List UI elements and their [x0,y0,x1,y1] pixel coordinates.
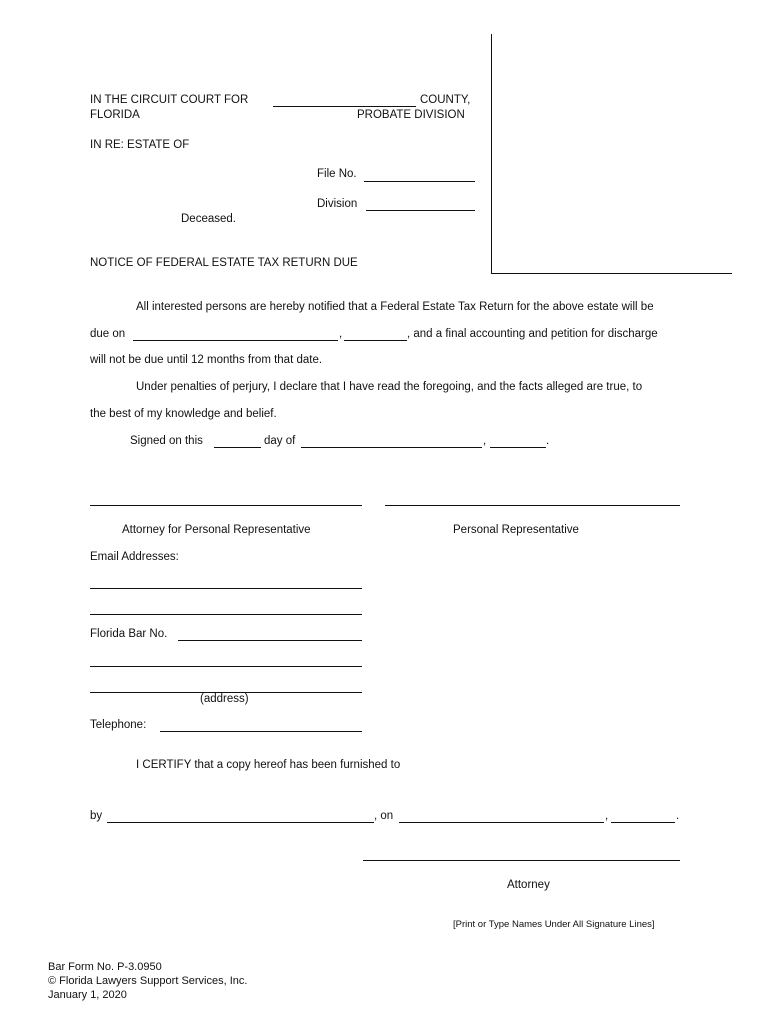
due-date-comma: , [339,328,343,340]
signed-on-label: Signed on this [130,435,203,447]
division-heading: PROBATE DIVISION [357,109,465,121]
certificate-attorney-signature-line[interactable] [363,860,680,861]
address-label: (address) [200,693,249,705]
court-prefix: IN THE CIRCUIT COURT FOR [90,94,249,106]
email-line-1[interactable] [90,588,362,589]
day-of-label: day of [264,435,296,447]
division-blank-line[interactable] [366,210,475,211]
file-no-label: File No. [317,168,357,180]
document-title: NOTICE OF FEDERAL ESTATE TAX RETURN DUE [90,257,358,269]
signed-year-blank-line[interactable] [490,447,546,448]
attorney-signature-label: Attorney for Personal Representative [122,524,311,536]
county-suffix: COUNTY, [420,94,471,106]
copyright-notice: © Florida Lawyers Support Services, Inc. [48,975,248,987]
county-blank-line[interactable] [273,106,416,107]
due-year-blank-line[interactable] [344,340,407,341]
on-label: , on [374,810,394,822]
signed-month-blank-line[interactable] [301,447,482,448]
furnished-period: . [676,810,680,822]
deceased-label: Deceased. [181,213,236,225]
florida-bar-no-label: Florida Bar No. [90,628,168,640]
personal-representative-signature-line[interactable] [385,505,680,506]
perjury-paragraph-line-2: the best of my knowledge and belief. [90,408,277,420]
notice-paragraph-line-2-tail: , and a final accounting and petition for discharge [407,328,658,340]
signed-day-blank-line[interactable] [214,447,261,448]
furnished-comma: , [605,810,609,822]
by-label: by [90,810,103,822]
signed-period: . [546,435,550,447]
stamp-box-bottom-border [491,273,732,274]
print-names-note: [Print or Type Names Under All Signature Lines] [453,919,655,930]
division-label: Division [317,198,358,210]
florida-bar-no-line[interactable] [178,640,362,641]
signed-comma: , [483,435,487,447]
furnished-by-line[interactable] [107,822,374,823]
due-date-blank-line[interactable] [133,340,338,341]
furnished-year-line[interactable] [611,822,675,823]
in-re-label: IN RE: ESTATE OF [90,139,190,151]
certify-text: I CERTIFY that a copy hereof has been furnished to [136,759,401,771]
address-line-1[interactable] [90,666,362,667]
personal-representative-label: Personal Representative [453,524,579,536]
due-on-label: due on [90,328,126,340]
perjury-paragraph-line-1: Under penalties of perjury, I declare that I have read the foregoing, and the facts alleged are true, to [136,381,643,393]
telephone-label: Telephone: [90,719,147,731]
file-no-blank-line[interactable] [364,181,475,182]
notice-paragraph-line-3: will not be due until 12 months from that date. [90,354,323,366]
stamp-box-left-border [491,34,492,274]
state-label: FLORIDA [90,109,140,121]
email-line-2[interactable] [90,614,362,615]
certificate-attorney-label: Attorney [507,879,550,891]
email-addresses-label: Email Addresses: [90,551,179,563]
furnished-date-line[interactable] [399,822,604,823]
form-date: January 1, 2020 [48,989,127,1001]
notice-paragraph-line-1: All interested persons are hereby notified that a Federal Estate Tax Return for the above estate will be [136,301,654,313]
telephone-line[interactable] [160,731,362,732]
bar-form-number: Bar Form No. P-3.0950 [48,961,162,973]
attorney-signature-line[interactable] [90,505,362,506]
